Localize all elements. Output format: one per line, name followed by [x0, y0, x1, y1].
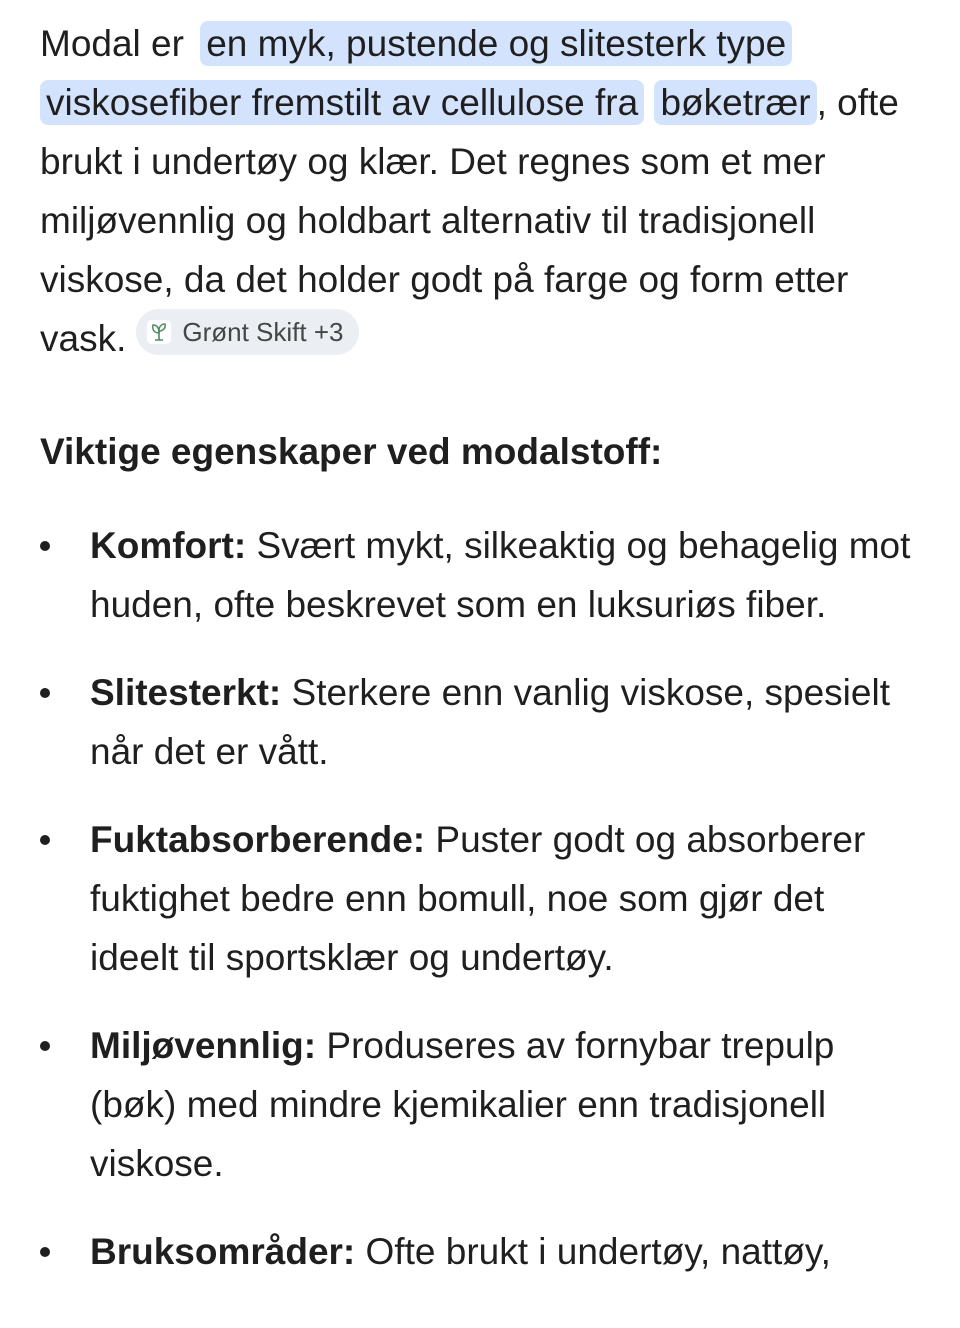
list-item-title: Slitesterkt: [90, 672, 282, 713]
list-item-text: Puster godt og absorberer fuktighet bedre enn bomull, noe som gjør det ideelt til sportsklær og undertøy. [90, 819, 866, 978]
list-item-text: Ofte brukt i undertøy, nattøy, [355, 1231, 831, 1272]
list-item-text: Svært mykt, silkeaktig og behagelig mot huden, ofte beskrevet som en luksuriøs fiber. [90, 525, 911, 625]
bullet [40, 835, 50, 845]
leaf-logo-icon [146, 319, 172, 345]
highlighted-text-2: viskosefiber fremstilt av cellulose fra [40, 80, 644, 125]
list-item [40, 516, 920, 634]
list-item [40, 663, 920, 781]
bullet [40, 688, 50, 698]
list-item-title: Fuktabsorberende: [90, 819, 426, 860]
highlighted-text-1: en myk, pustende og slitesterk type [200, 21, 792, 66]
intro-prefix: Modal er [40, 23, 184, 64]
bullet [40, 1247, 50, 1257]
bullet [40, 1041, 50, 1051]
list-item-text: Produseres av fornybar trepulp (bøk) med mindre kjemikalier enn tradisjonell viskose. [90, 1025, 835, 1184]
intro-rest: , ofte brukt i undertøy og klær. Det regnes som et mer miljøvennlig og holdbart alternativ til tradisjonell viskose, da det holder godt på farge og form etter vask. [40, 82, 899, 359]
list-item-title: Komfort: [90, 525, 247, 566]
list-item-text: Sterkere enn vanlig viskose, spesielt når det er vått. [90, 672, 890, 772]
properties-list [40, 516, 920, 1281]
bullet [40, 541, 50, 551]
section-heading: Viktige egenskaper ved modalstoff: [40, 431, 663, 472]
ai-answer [40, 14, 920, 1310]
list-item [40, 810, 920, 987]
list-item [40, 1222, 920, 1281]
source-chip-label: Grønt Skift +3 [182, 317, 344, 347]
list-item-title: Bruksområder: [90, 1231, 356, 1272]
list-item [40, 1016, 920, 1193]
highlighted-text-3: bøketrær [654, 80, 816, 125]
list-item-title: Miljøvennlig: [90, 1025, 317, 1066]
intro-paragraph [40, 14, 920, 368]
source-chip[interactable] [136, 309, 359, 355]
